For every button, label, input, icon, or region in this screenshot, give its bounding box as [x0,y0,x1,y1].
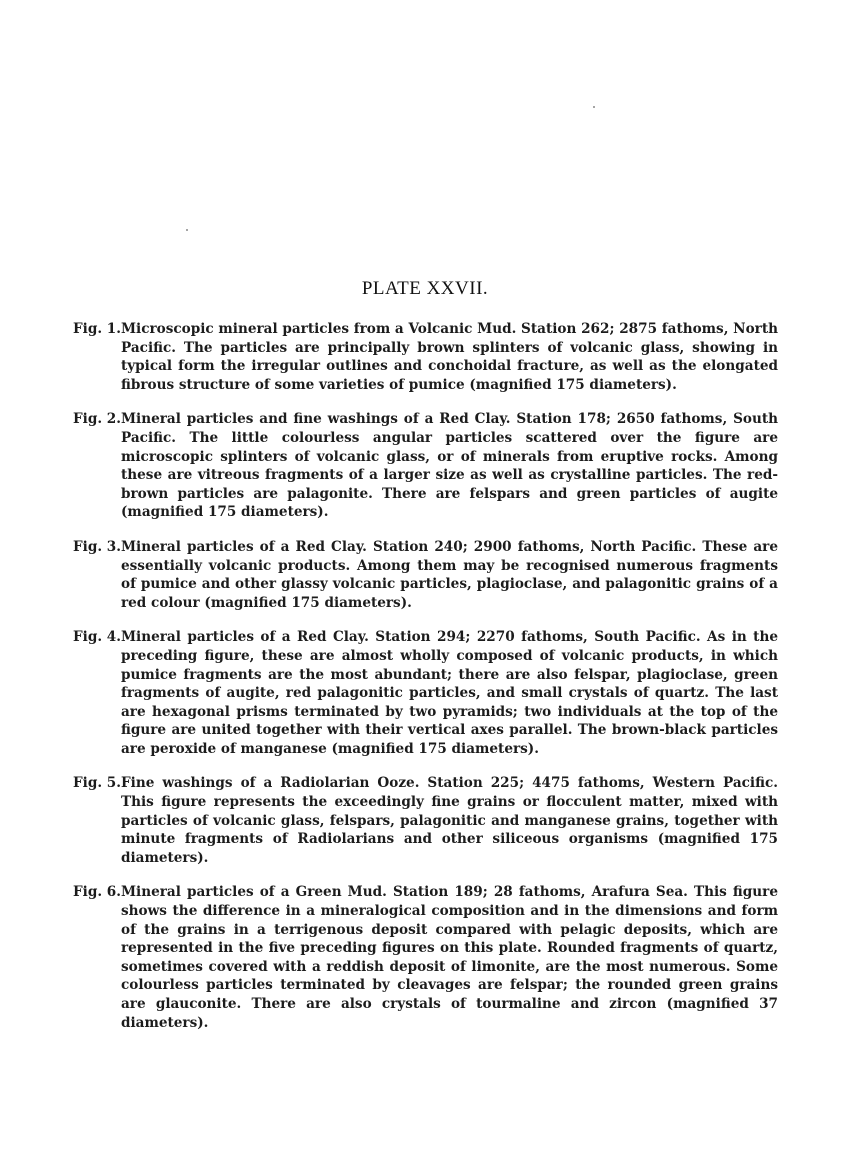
figure-caption-2 [73,410,778,522]
figure-text: Mineral particles and fine washings of a Red Clay. Station 178; 2650 fathoms, South Pacific. The little colourless angular particles scattered over the figure are microscopic splinters of volcanic glass, or of minerals from eruptive rocks. Among these are vitreous fragments of a larger size as well as crystalline particles. The red-brown particles are palagonite. There are felspars and green particles of augite (magnified 175 diameters). [121,411,778,521]
figure-label: Fig. 1. [73,321,121,337]
figure-caption-4 [73,628,778,758]
figure-label: Fig. 6. [73,884,121,901]
figure-text: Microscopic mineral particles from a Volcanic Mud. Station 262; 2875 fathoms, North Pacific. The particles are principally brown splinters of volcanic glass, showing in typical form the irregular outlines and conchoidal fracture, as well as the elongated fibrous structure of some varieties of pumice (magnified 175 diameters). [121,321,778,393]
figure-label: Fig. 3. [73,538,121,555]
figure-caption-5 [73,774,778,867]
scan-speck [593,106,595,108]
figure-text: Fine washings of a Radiolarian Ooze. Station 225; 4475 fathoms, Western Pacific. This figure represents the exceedingly fine grains or flocculent matter, mixed with particles of volcanic glass, felspars, palagonitic and manganese grains, together with minute fragments of Radiolarians and other siliceous organisms (magnified 175 diameters). [121,775,778,866]
figure-caption-3 [73,538,778,612]
figure-caption-6 [73,883,778,1032]
figure-text: Mineral particles of a Red Clay. Station 240; 2900 fathoms, North Pacific. These are essentially volcanic products. Among them may be recognised numerous fragments of pumice and other glassy volcanic particles, plagioclase, and palagonitic grains of a red colour (magnified 175 diameters). [121,538,778,611]
figure-text: Mineral particles of a Red Clay. Station 294; 2270 fathoms, South Pacific. As in the preceding figure, these are almost wholly composed of volcanic products, in which pumice fragments are the most abundant; there are also felspar, plagioclase, green fragments of augite, red palagonitic particles, and small crystals of quartz. The last are hexagonal prisms terminated by two pyramids; two individuals at the top of the figure are united together with their vertical axes parallel. The brown-black particles are peroxide of manganese (magnified 175 diameters). [121,629,778,757]
figure-captions [73,320,778,1048]
scan-speck [186,229,188,231]
plate-title: PLATE XXVII. [361,278,489,299]
figure-caption-1 [73,320,778,394]
figure-text: Mineral particles of a Green Mud. Station 189; 28 fathoms, Arafura Sea. This figure shows the difference in a mineralogical composition and in the dimensions and form of the grains in a terrigenous deposit compared with pelagic deposits, which are represented in the five preceding figures on this plate. Rounded fragments of quartz, sometimes covered with a reddish deposit of limonite, are the most numerous. Some colourless particles terminated by cleavages are felspar; the rounded green grains are glauconite. There are also crystals of tourmaline and zircon (magnified 37 diameters). [121,884,778,1031]
figure-label: Fig. 4. [73,629,121,646]
figure-label: Fig. 5. [73,775,121,792]
figure-label: Fig. 2. [73,411,121,428]
